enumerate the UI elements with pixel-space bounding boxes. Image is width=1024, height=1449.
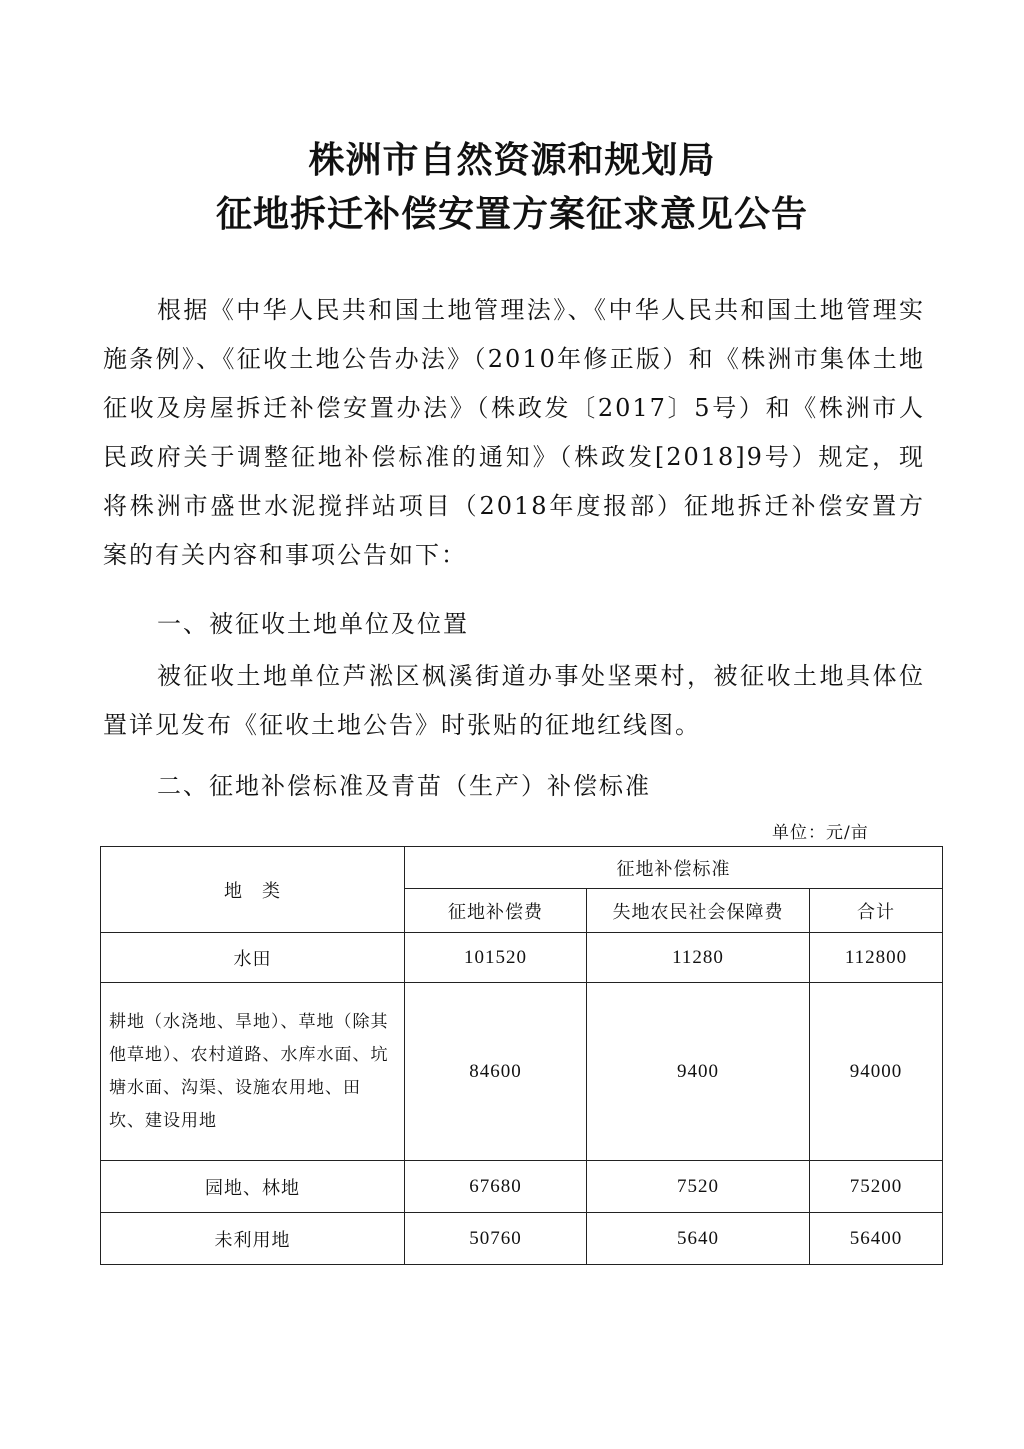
cell-total: 56400	[810, 1213, 943, 1265]
table-row	[101, 1213, 943, 1265]
cell-compensation-fee: 50760	[405, 1213, 587, 1265]
document-title-line2: 征地拆迁补偿安置方案征求意见公告	[215, 193, 808, 235]
cell-land-type: 园地、林地	[101, 1161, 405, 1213]
cell-total: 112800	[810, 933, 943, 983]
document-title-line1: 株洲市自然资源和规划局	[308, 139, 716, 181]
header-land-type: 地 类	[101, 847, 405, 933]
cell-land-type: 未利用地	[101, 1213, 405, 1265]
header-total: 合计	[810, 889, 943, 933]
compensation-table	[100, 846, 943, 1265]
table-row	[101, 1161, 943, 1213]
cell-compensation-fee: 101520	[405, 933, 587, 983]
cell-land-type: 水田	[101, 933, 405, 983]
cell-social-security-fee: 7520	[587, 1161, 810, 1213]
table-header-row	[101, 847, 943, 889]
cell-compensation-fee: 67680	[405, 1161, 587, 1213]
unit-label: 单位：元/亩	[772, 823, 869, 843]
header-social-security-fee: 失地农民社会保障费	[587, 889, 810, 933]
cell-social-security-fee: 5640	[587, 1213, 810, 1265]
header-compensation-standard: 征地补偿标准	[405, 847, 943, 889]
cell-social-security-fee: 9400	[587, 983, 810, 1161]
cell-total: 75200	[810, 1161, 943, 1213]
cell-social-security-fee: 11280	[587, 933, 810, 983]
cell-compensation-fee: 84600	[405, 983, 587, 1161]
section2-heading: 二、征地补偿标准及青苗（生产）补偿标准	[157, 772, 651, 800]
table-row	[101, 983, 943, 1161]
header-compensation-fee: 征地补偿费	[405, 889, 587, 933]
section1-heading: 一、被征收土地单位及位置	[157, 610, 469, 638]
cell-total: 94000	[810, 983, 943, 1161]
cell-land-type: 耕地（水浇地、旱地）、草地（除其他草地）、农村道路、水库水面、坑塘水面、沟渠、设施农用地、田坎、建设用地	[101, 983, 405, 1161]
intro-paragraph: 根据《中华人民共和国土地管理法》、《中华人民共和国土地管理实施条例》、《征收土地公告办法》（2010年修正版）和《株洲市集体土地征收及房屋拆迁补偿安置办法》（株政发〔2017〕5号）和《株洲市人民政府关于调整征地补偿标准的通知》（株政发[2018]9号）规定，现将株洲市盛世水泥搅拌站项目（2018年度报部）征地拆迁补偿安置方案的有关内容和事项公告如下：	[103, 296, 925, 569]
table-row	[101, 933, 943, 983]
section1-paragraph: 被征收土地单位芦淞区枫溪街道办事处坚栗村，被征收土地具体位置详见发布《征收土地公告》时张贴的征地红线图。	[103, 662, 925, 739]
